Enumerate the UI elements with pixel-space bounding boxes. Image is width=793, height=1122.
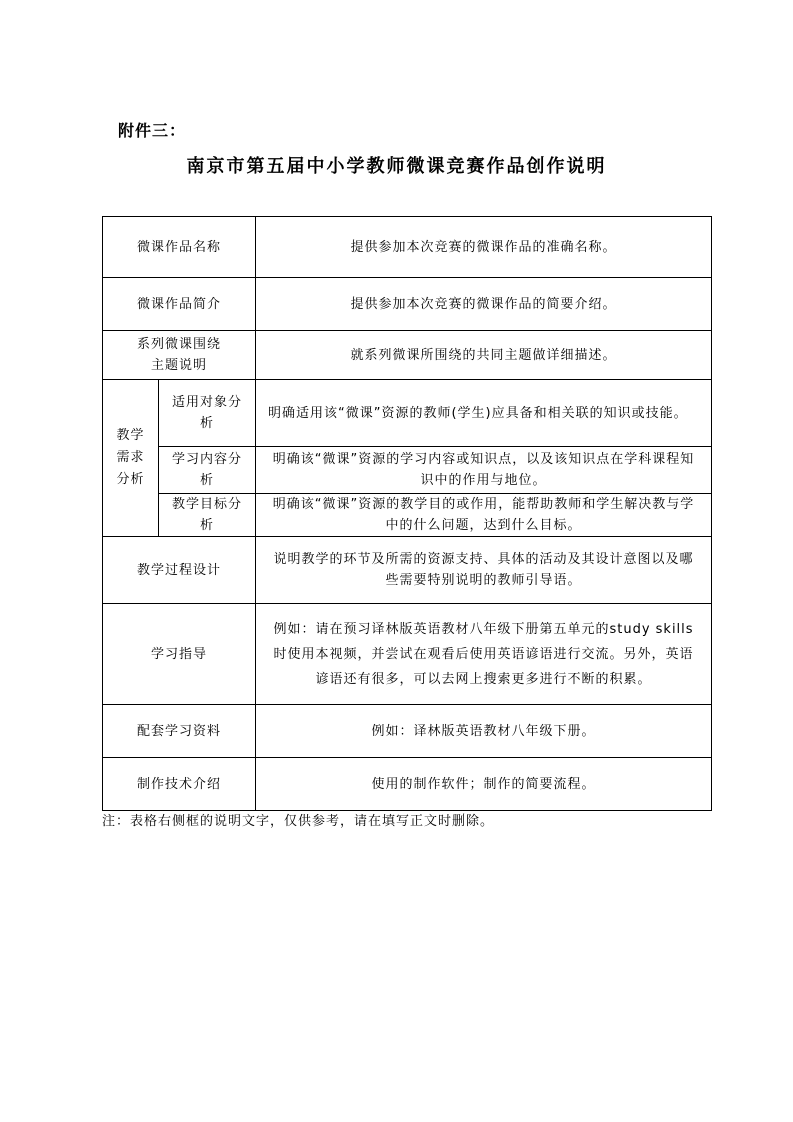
needs-analysis-label: 教学需求分析	[103, 380, 159, 537]
table-row-materials	[103, 705, 712, 758]
row-content: 明确该“微课”资源的教学目的或作用，能帮助教师和学生解决教与学中的什么问题，达到什么目标。	[256, 494, 712, 537]
table-row-theme	[103, 331, 712, 380]
row-label: 教学过程设计	[103, 537, 256, 604]
table-row-technique	[103, 758, 712, 811]
table-row-process	[103, 537, 712, 604]
row-content: 例如：请在预习译林版英语教材八年级下册第五单元的study skills时使用本视频，并尝试在观看后使用英语谚语进行交流。另外，英语谚语还有很多，可以去网上搜索更多进行不断的积累。	[256, 604, 712, 705]
row-content: 例如：译林版英语教材八年级下册。	[256, 705, 712, 758]
table-row-audience	[103, 380, 712, 447]
row-content: 提供参加本次竞赛的微课作品的简要介绍。	[256, 278, 712, 331]
row-content: 就系列微课所围绕的共同主题做详细描述。	[256, 331, 712, 380]
row-label: 适用对象分析	[159, 380, 256, 447]
row-label: 教学目标分析	[159, 494, 256, 537]
table-row-name	[103, 217, 712, 278]
table-row-goals	[103, 494, 712, 537]
row-label: 配套学习资料	[103, 705, 256, 758]
attachment-label: 附件三：	[118, 121, 187, 140]
row-label: 微课作品简介	[103, 278, 256, 331]
table-row-intro	[103, 278, 712, 331]
row-label: 学习内容分析	[159, 447, 256, 494]
row-label: 系列微课围绕主题说明	[103, 331, 256, 380]
table-row-content-analysis	[103, 447, 712, 494]
description-table	[102, 216, 712, 811]
row-label: 制作技术介绍	[103, 758, 256, 811]
row-content: 使用的制作软件；制作的简要流程。	[256, 758, 712, 811]
row-label: 微课作品名称	[103, 217, 256, 278]
table-row-guidance	[103, 604, 712, 705]
row-content: 提供参加本次竞赛的微课作品的准确名称。	[256, 217, 712, 278]
document-title: 南京市第五届中小学教师微课竞赛作品创作说明	[186, 156, 607, 177]
row-label: 学习指导	[103, 604, 256, 705]
row-content: 说明教学的环节及所需的资源支持、具体的活动及其设计意图以及哪些需要特别说明的教师引导语。	[256, 537, 712, 604]
row-content: 明确该“微课”资源的学习内容或知识点，以及该知识点在学科课程知识中的作用与地位。	[256, 447, 712, 494]
row-content: 明确适用该“微课”资源的教师(学生)应具备和相关联的知识或技能。	[256, 380, 712, 447]
footnote: 注：表格右侧框的说明文字，仅供参考，请在填写正文时删除。	[102, 814, 495, 829]
